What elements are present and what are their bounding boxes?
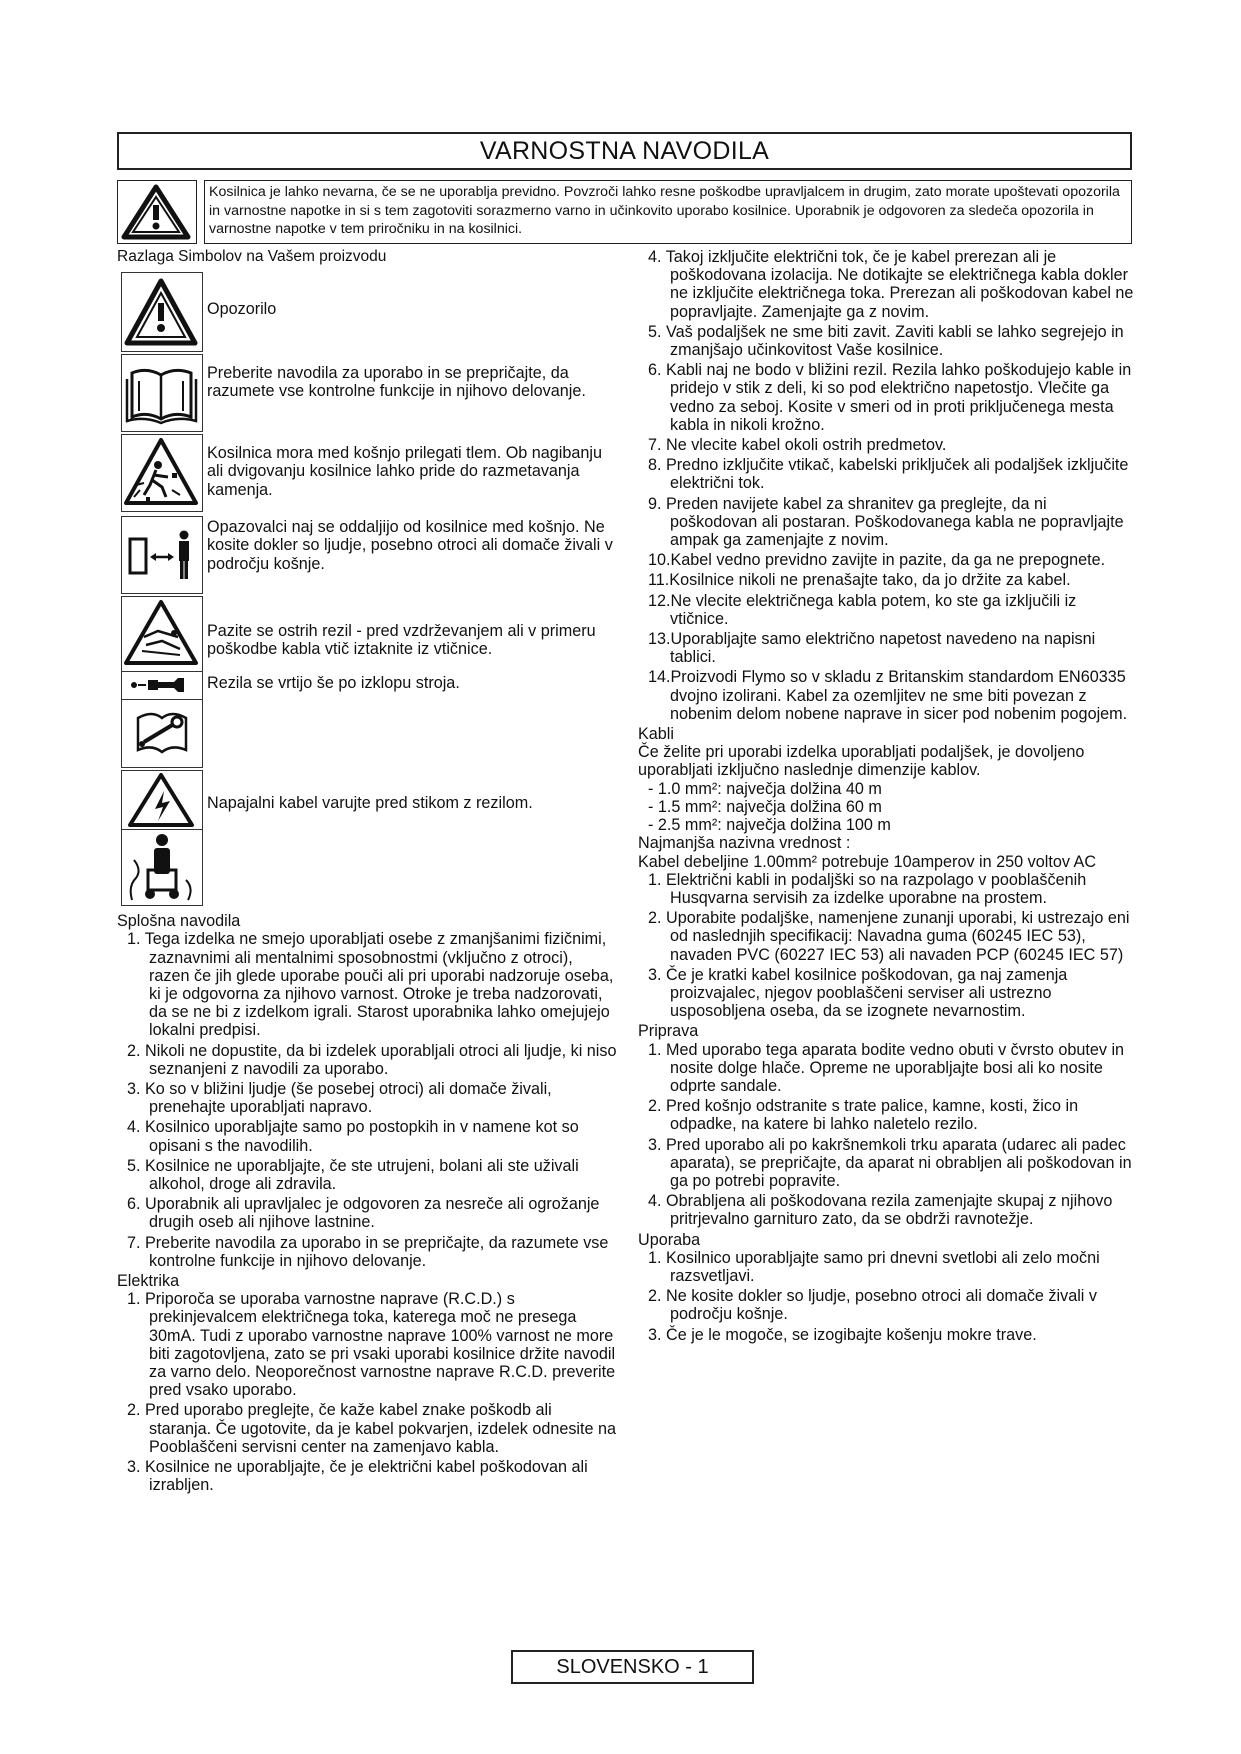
list-item: 2. Pred uporabo preglejte, če kaže kabel znake poškodb ali staranja. Če ugotovite, da je kabel pokvarjen, izdelek odnesite na Pooblaščeni servisni center na zamenjavo kabla. — [127, 1401, 617, 1456]
sharp-blades-icon — [121, 596, 203, 672]
list-item: 3. Če je kratki kabel kosilnice poškodovan, ga naj zamenja proizvajalec, njegov pooblaščeni serviser ali ustrezno usposobljena oseba, da se izognete nevarnostim. — [648, 965, 1068, 1021]
symbol-row-manual-wrench — [117, 700, 617, 770]
cable-size: - 2.5 mm²: največja dolžina 100 m — [648, 816, 891, 835]
page-title: VARNOSTNA NAVODILA — [117, 132, 1132, 170]
symbol-row-sharp-blades — [117, 596, 617, 674]
list-item: 5. Vaš podaljšek ne sme biti zavit. Zaviti kabli se lahko segrejejo in zmanjšajo učinkovitost Vaše kosilnice. — [648, 322, 1124, 360]
list-item: 1. Kosilnico uporabljajte samo pri dnevni svetlobi ali zelo močni razsvetljavi. — [648, 1248, 1100, 1285]
symbol-row-thrown-objects — [117, 434, 617, 516]
electric-hazard-icon — [121, 770, 203, 830]
rating-heading: Najmanjša nazivna vrednost : — [638, 834, 851, 853]
list-item: 13.Uporabljajte samo električno napetost navedeno na napisni tablici. — [648, 630, 1096, 667]
keep-distance-icon — [121, 516, 203, 594]
list-item: 6. Kabli naj ne bodo v bližini rezil. Rezila lahko poškodujejo kable in pridejo v stik z deli, ki so pod električno napetostjo. Vlečite ga vedno za seboj. Kosite v smeri od in proti priključenega mesta kabla in nikoli krožno. — [648, 361, 1132, 434]
list-item: 8. Predno izključite vtikač, kabelski priključek ali podaljšek izključite električni tok. — [648, 456, 1129, 493]
list-item: 5. Kosilnice ne uporabljajte, če ste utrujeni, bolani ali ste uživali alkohol, droge ali zdravila. — [127, 1156, 579, 1194]
rating-text: Kabel debeljine 1.00mm² potrebuje 10amperov in 250 voltov AC — [638, 852, 1097, 871]
symbol-row-unplug — [117, 674, 617, 700]
symbol-text: Opozorilo — [207, 300, 277, 319]
symbol-text: Kosilnica mora med košnjo prilegati tlem. Ob nagibanju ali dvigovanju kosilnice lahko pride do razmetavanja kamenja. — [207, 444, 602, 499]
cable-size: - 1.0 mm²: največja dolžina 40 m — [648, 779, 882, 798]
warning-triangle-icon — [117, 180, 197, 244]
symbol-row-warning — [117, 272, 617, 354]
symbol-text: Opazovalci naj se oddaljijo od kosilnice med košnjo. Ne kosite dokler so ljudje, posebno otroci ali domače živali v področju košnje. — [207, 518, 613, 573]
list-item: 1. Priporoča se uporaba varnostne naprave (R.C.D.) s prekinjevalcem električnega toka, katerega moč ne presega 30mA. Tudi z uporabo varnostne naprave 100% varnost ne more biti zagotovljena, zato se pri vsaki uporabi kosilnice držite navodil za varno delo. Neoporečnost varnostne naprave R.C.D. preverite pred vsako uporabo. — [127, 1290, 616, 1400]
thrown-objects-icon — [121, 434, 203, 512]
cables-heading: Kabli — [638, 725, 674, 744]
list-item: 4. Kosilnico uporabljajte samo po postopkih in v namene kot so opisani s the navodilih. — [127, 1118, 579, 1155]
intro-warning — [117, 180, 1132, 244]
symbol-text: Napajalni kabel varujte pred stikom z rezilom. — [207, 794, 533, 813]
list-item: 3. Kosilnice ne uporabljajte, če je električni kabel poškodovan ali izrabljen. — [127, 1458, 588, 1495]
unplug-icon — [121, 672, 203, 700]
list-item: 7. Ne vlecite kabel okoli ostrih predmetov. — [648, 436, 947, 455]
left-column — [117, 248, 617, 1497]
list-item: 1. Električni kabli in podaljški so na razpolago v pooblaščenih Husqvarna servisih za izdelke uporabne na prostem. — [648, 870, 1087, 907]
list-item: 2. Nikoli ne dopustite, da bi izdelek uporabljali otroci ali ljudje, ki niso seznanjeni z navodili za uporabo. — [127, 1041, 617, 1078]
list-item: 12.Ne vlecite električnega kabla potem, ko ste ga izključili iz vtičnice. — [648, 591, 1077, 628]
list-item: 9. Preden navijete kabel za shranitev ga preglejte, da ni poškodovan ali postaran. Poškodovanega kabla ne popravljajte ampak ga zamenjajte z novim. — [648, 494, 1124, 550]
list-item: 3. Pred uporabo ali po kakršnemkoli trku aparata (udarec ali padec aparata), se prepričajte, da aparat ni obrabljen ali poškodovan in ga po potrebi popravite. — [648, 1135, 1132, 1190]
cable-mower-icon — [121, 830, 203, 906]
list-item: 10.Kabel vedno previdno zavijte in pazite, da ga ne prepognete. — [648, 551, 1106, 570]
electrics-heading: Elektrika — [117, 1272, 180, 1291]
open-book-icon — [121, 354, 203, 432]
symbol-row-electric — [117, 770, 617, 830]
list-item: 2. Uporabite podaljške, namenjene zunanji uporabi, ki ustrezajo eni od naslednjih specifikacij: Navadna guma (60245 IEC 53), navaden PVC (60227 IEC 53) ali navaden PCP (60245 IEC 57) — [648, 909, 1130, 964]
list-item: 2. Ne kosite dokler so ljudje, posebno otroci ali domače živali v področju košnje. — [648, 1287, 1097, 1324]
symbol-row-keep-distance — [117, 516, 617, 596]
list-item: 4. Takoj izključite električni tok, če je kabel prerezan ali je poškodovana izolacija. Ne dotikajte se električnega kabla dokler ne izključite električnega toka. Prerezan ali poškodovan kabel ne popravljajte. Zamenjajte ga z novim. — [648, 248, 1134, 321]
symbol-row-cable-mower — [117, 830, 617, 912]
general-heading: Splošna navodila — [117, 912, 241, 931]
list-item: 6. Uporabnik ali upravljalec je odgovoren za nesreče ali ogrožanje drugih oseb ali njihove lastnine. — [127, 1195, 600, 1232]
list-item: 1. Med uporabo tega aparata bodite vedno obuti v čvrsto obutev in nosite dolge hlače. Opreme ne uporabljajte bosi ali ko nosite odprte sandale. — [648, 1040, 1125, 1095]
intro-text: Kosilnica je lahko nevarna, če se ne uporablja previdno. Povzroči lahko resne poškodbe upravljalcem in drugim, zato morate upoštevati opozorila in varnostne napotke in si s tem zagotoviti sorazmerno varno in učinkovito uporabo kosilnice. Uporabnik je odgovoren za sledeča opozorila in varnostne napotke v tem priročniku in na kosilnici. — [204, 180, 1132, 244]
preparation-heading: Priprava — [638, 1022, 699, 1041]
warning-triangle-icon — [121, 272, 203, 352]
list-item: 3. Ko so v bližini ljudje (še posebej otroci) ali domače živali, prenehajte uporabljati napravo. — [127, 1080, 552, 1117]
right-column — [638, 248, 1138, 1346]
list-item: 11.Kosilnice nikoli ne prenašajte tako, da jo držite za kabel. — [648, 571, 1071, 590]
cable-size: - 1.5 mm²: največja dolžina 60 m — [648, 797, 882, 816]
symbols-heading: Razlaga Simbolov na Vašem proizvodu — [117, 248, 387, 265]
symbol-text: Rezila se vrtijo še po izklopu stroja. — [207, 674, 460, 693]
list-item: 4. Obrabljena ali poškodovana rezila zamenjajte skupaj z njihovo pritrjevalno garnituro zato, da se obdrži ravnotežje. — [648, 1192, 1113, 1229]
cables-intro: Če želite pri uporabi izdelka uporabljati podaljšek, je dovoljeno uporabljati izključno naslednje dimenzije kablov. — [638, 743, 1085, 780]
list-item: 7. Preberite navodila za uporabo in se prepričajte, da razumete vse kontrolne funkcije in njihovo delovanje. — [127, 1233, 609, 1270]
list-item: 1. Tega izdelka ne smejo uporabljati osebe z zmanjšanimi fizičnimi, zaznavnimi ali mentalnimi sposobnostmi (vključno z otroci), razen če jih glede uporabe pouči ali pri uporabi nadzoruje oseba, ki je odgovorna za njihovo varnost. Otroke je treba nadzorovati, da se ne bi z izdelkom igrali. Starost uporabnika lahko omejujejo lokalni predpisi. — [127, 930, 614, 1040]
symbol-text: Preberite navodila za uporabo in se prepričajte, da razumete vse kontrolne funkcije in njihovo delovanje. — [207, 364, 586, 401]
manual-wrench-icon — [121, 700, 203, 768]
list-item: 3. Če je le mogoče, se izogibajte košenju mokre trave. — [648, 1325, 1037, 1344]
symbol-row-manual — [117, 354, 617, 434]
page-number: SLOVENSKO - 1 — [511, 1650, 754, 1684]
list-item: 2. Pred košnjo odstranite s trate palice, kamne, kosti, žico in odpadke, na katere bi lahko naletelo rezilo. — [648, 1097, 1079, 1134]
symbol-text: Pazite se ostrih rezil - pred vzdrževanjem ali v primeru poškodbe kabla vtič iztaknite iz vtičnice. — [207, 622, 596, 659]
list-item: 14.Proizvodi Flymo so v skladu z Britanskim standardom EN60335 dvojno izolirani. Kabel za ozemljitev ne sme biti povezan z nobenim delom nobene naprave in sicer pod nobenim pogojem. — [648, 668, 1128, 723]
usage-heading: Uporaba — [638, 1230, 701, 1249]
